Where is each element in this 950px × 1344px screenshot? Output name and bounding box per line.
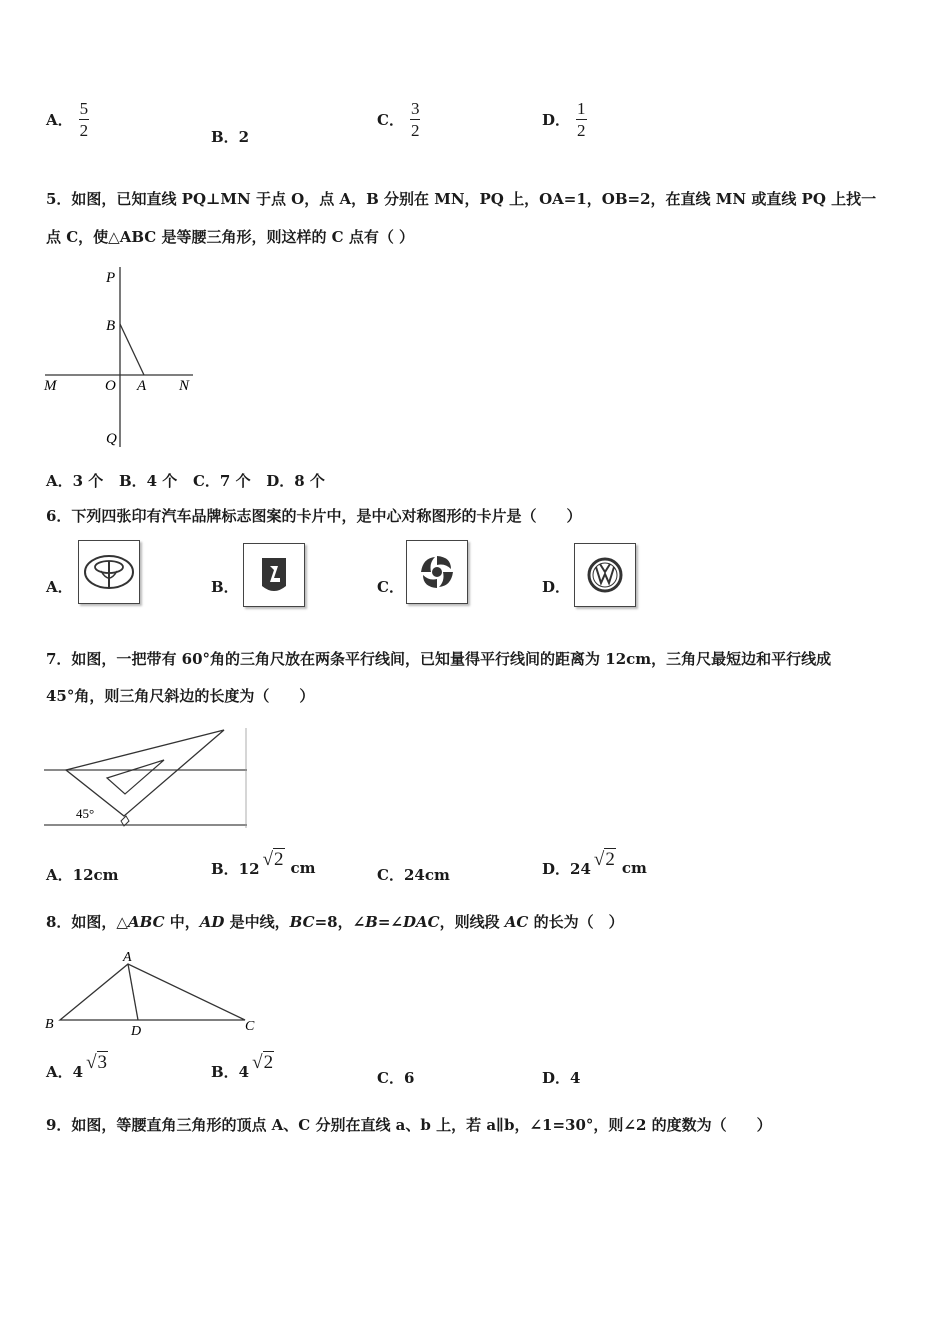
q7-option-d: D．24 √2 cm [542, 849, 647, 878]
label-a: A [123, 950, 132, 965]
q6-card-b [243, 543, 305, 607]
swirl-logo-icon [407, 541, 467, 603]
q4-option-d: D． $\frac{1}{2}$ [542, 99, 586, 140]
q8-option-a: A．4 √3 [46, 1052, 108, 1081]
q8-text-line1: 8．如图，△ABC 中，AD 是中线，BC=8，∠B=∠DAC，则线段 AC 的长为（ ） [46, 913, 624, 931]
segment-ab [120, 324, 144, 375]
q6-card-d [574, 543, 636, 607]
label-a: A [137, 378, 147, 394]
q6-card-c [406, 540, 468, 604]
q5-options: A．3 个 B．4 个 C．7 个 D．8 个 [46, 472, 325, 490]
sqrt-symbol: √3 [86, 1052, 108, 1073]
q7-text-line2: 45°角，则三角尺斜边的长度为（ ） [46, 687, 315, 705]
q8-option-d: D．4 [542, 1069, 581, 1087]
fraction: $\frac{1}{2}$ [577, 99, 586, 140]
q6-text-line1: 6．下列四张印有汽车品牌标志图案的卡片中，是中心对称图形的卡片是（ ） [46, 507, 582, 525]
vw-logo-icon [575, 544, 635, 606]
label-d: D [131, 1024, 142, 1038]
q5-text-line2: 点 C，使△ABC 是等腰三角形，则这样的 C 点有（ ） [46, 228, 415, 246]
angle-label: 45° [76, 806, 95, 821]
q8-option-b: B．4 √2 [211, 1052, 274, 1081]
q9-text-line1: 9．如图，等腰直角三角形的顶点 A、C 分别在直线 a、b 上，若 a∥b，∠1=30°，则∠2 的度数为（ ） [46, 1116, 772, 1134]
shield-logo-icon [244, 544, 304, 606]
q6-option-b-label: B． [211, 578, 239, 596]
q7-option-b: B．12 √2 cm [211, 849, 316, 878]
fraction: $\frac{3}{2}$ [410, 99, 420, 140]
sqrt-symbol: √2 [262, 849, 284, 870]
label-p: P [106, 270, 116, 286]
q6-card-a [78, 540, 140, 604]
label-b: B [45, 1017, 54, 1032]
q4-option-b: B．2 [211, 128, 250, 146]
q7-option-c: C．24cm [377, 866, 450, 884]
q4-option-a: A． $\frac{5}{2}$ [46, 99, 89, 140]
triangle-ruler-outer [66, 730, 224, 816]
fraction: $\frac{5}{2}$ [79, 99, 89, 140]
triangle-abc [60, 964, 245, 1020]
q8-figure [40, 946, 265, 1038]
median-ad [128, 964, 138, 1020]
label-c: C [245, 1019, 255, 1034]
label-b: B [106, 318, 116, 334]
sqrt-symbol: √2 [252, 1052, 274, 1073]
q7-figure [42, 724, 252, 834]
q7-text-line1: 7．如图，一把带有 60°角的三角尺放在两条平行线间，已知量得平行线间的距离为 12cm，三角尺最短边和平行线成 [46, 650, 832, 668]
q7-option-a: A．12cm [46, 866, 119, 884]
q8-option-c: C．6 [377, 1069, 415, 1087]
toyota-like-logo-icon [79, 541, 139, 603]
label-m: M [44, 378, 57, 394]
q6-option-c-label: C． [377, 578, 404, 596]
label-q: Q [106, 431, 117, 447]
q6-option-a-label: A． [46, 578, 73, 596]
q5-figure [40, 262, 200, 452]
q6-option-d-label: D． [542, 578, 571, 596]
sqrt-symbol: √2 [593, 849, 615, 870]
label-o: O [105, 378, 116, 394]
q5-text-line1: 5．如图，已知直线 PQ⊥MN 于点 O，点 A，B 分别在 MN，PQ 上，OA=1，OB=2，在直线 MN 或直线 PQ 上找一 [46, 190, 877, 208]
q4-option-c: C． $\frac{3}{2}$ [377, 99, 420, 140]
label-n: N [179, 378, 190, 394]
